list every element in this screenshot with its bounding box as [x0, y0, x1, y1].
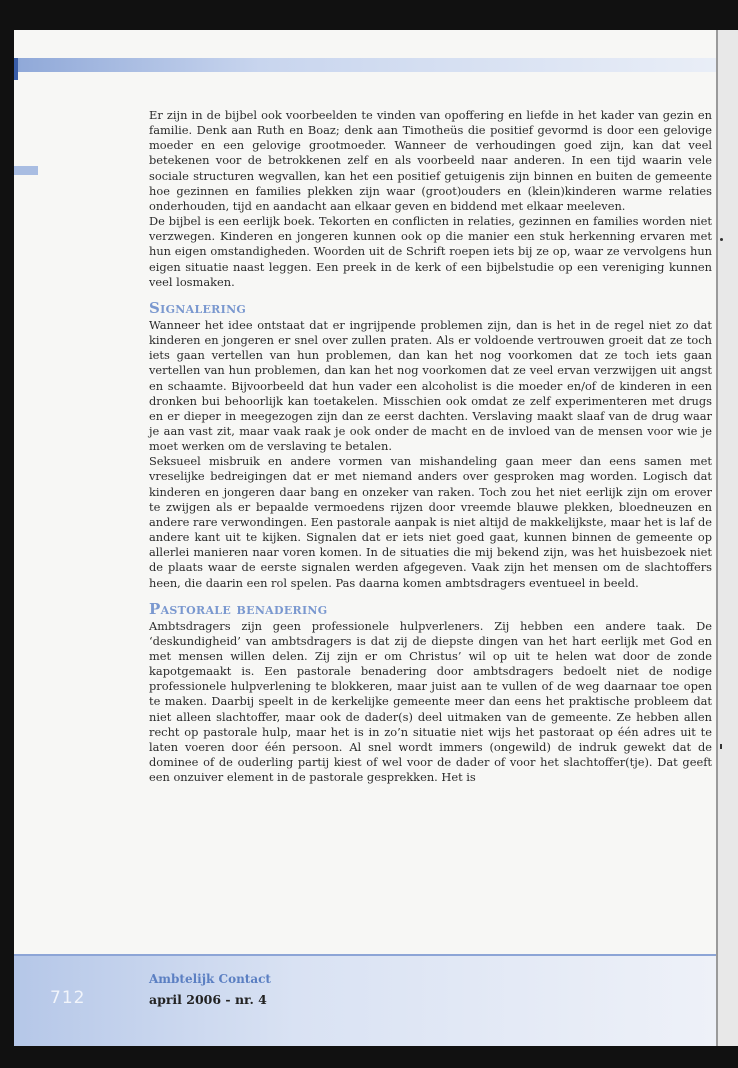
- article-body: [149, 108, 712, 785]
- scan-border-bottom: [0, 1046, 738, 1068]
- margin-marker: [14, 166, 38, 175]
- scan-border-top: [0, 0, 738, 30]
- header-band: [14, 58, 716, 72]
- paragraph: Ambtsdragers zijn geen professionele hulpverleners. Zij hebben een andere taak. De ‘deskundigheid’ van ambtsdragers is dat zij de diepste dingen van het hart eerlijk met God en met mensen willen delen. Zij zijn er om Christus’ wil op uit te helen wat door de zonde kapotgemaakt is. Een pastorale benadering door ambtsdragers bedoelt niet de nodige professionele hulpverlening te blokkeren, maar juist aan te vullen of de weg daarnaar toe open te maken. Daarbij speelt in de kerkelijke gemeente meer dan eens het praktische probleem dat niet alleen slachtoffer, maar ook de dader(s) deel uitmaken van de gemeente. Ze hebben allen recht op pastorale hulp, maar het is in zo’n situatie niet wijs het pastoraat op één adres uit te laten voeren door één persoon. Al snel wordt immers (ongewild) de indruk gewekt dat de dominee of de ouderling partij kiest of wel voor de dader of voor het slachtoffer(tje). Dat geeft een onzuiver element in de pastorale gesprekken. Het is: [149, 618, 712, 785]
- scan-speck: [720, 744, 722, 749]
- paragraph: Wanneer het idee ontstaat dat er ingrijpende problemen zijn, dan is het in de regel niet zo dat kinderen en jongeren er snel over zullen praten. Als er voldoende vertrouwen groeit dat ze toch iets gaan vertellen van hun problemen, dan kan het nog voorkomen dat ze toch iets gaan vertellen van hun problemen, dan kan het nog voorkomen dat ze veel ervan verzwijgen uit angst en schaamte. Bijvoorbeeld dat hun vader een alcoholist is die moeder en/of de kinderen in een dronken bui behoorlijk kan toetakelen. Misschien ook omdat ze zelf experimenteren met drugs en er dieper in meegezogen zijn dan ze eerst dachten. Verslaving maakt slaaf van de drug waar je aan vast zit, maar vaak raak je ook onder de macht en de invloed van de mensen voor wie je moet werken om de verslaving te betalen.: [149, 317, 712, 454]
- page-edge-line: [716, 30, 718, 1046]
- page-edge: [716, 30, 738, 1046]
- page-number: 712: [50, 988, 86, 1008]
- scan-border-left: [0, 0, 14, 1068]
- publication-title: Ambtelijk Contact: [149, 972, 271, 986]
- issue-label: april 2006 - nr. 4: [149, 992, 267, 1007]
- section-heading-pastorale-benadering: Pastorale benadering: [149, 599, 328, 618]
- section-heading-signalering: Signalering: [149, 298, 247, 317]
- paragraph: Er zijn in de bijbel ook voorbeelden te vinden van opoffering en liefde in het kader van gezin en familie. Denk aan Ruth en Boaz; denk aan Timotheüs die positief gevormd is door een gelovige moeder en een gelovige grootmoeder. Wanneer de verhoudingen goed zijn, kan dat veel betekenen voor de betrokkenen zelf en als voorbeeld naar anderen. In een tijd waarin vele sociale structuren wegvallen, kan het een positief getuigenis zijn binnen en buiten de gemeente hoe gezinnen en families plekken zijn waar (groot)ouders en (klein)kinderen warme relaties onderhouden, tijd en aandacht aan elkaar geven en biddend met elkaar meeleven.: [149, 108, 712, 213]
- paragraph: De bijbel is een eerlijk boek. Tekorten en conflicten in relaties, gezinnen en families worden niet verzwegen. Kinderen en jongeren kunnen ook op die manier een stuk herkenning ervaren met hun eigen omstandigheden. Woorden uit de Schrift roepen iets bij ze op, waar ze vervolgens hun eigen situatie naast leggen. Een preek in de kerk of een bijbelstudie op een vereniging kunnen veel losmaken.: [149, 214, 712, 289]
- paragraph: Seksueel misbruik en andere vormen van mishandeling gaan meer dan eens samen met vreselijke bedreigingen dat er met niemand anders over gesproken mag worden. Logisch dat kinderen en jongeren daar bang en onzeker van raken. Toch zou het niet eerlijk zijn om erover te zwijgen als er bepaalde vermoedens rijzen door vreemde blauwe plekken, bloedneuzen en andere rare verwondingen. Een pastorale aanpak is niet altijd de makkelijkste, maar het is laf de andere kant uit te kijken. Signalen dat er iets niet goed gaat, kunnen binnen de gemeente op allerlei manieren naar voren komen. In de situaties die mij bekend zijn, was het huisbezoek niet de plaats waar de eerste signalen werden afgegeven. Vaak zijn het mensen om de slachtoffers heen, die daarin een rol spelen. Pas daarna komen ambtsdragers eventueel in beeld.: [149, 454, 712, 590]
- header-band-tab: [14, 58, 18, 80]
- footer-band: [14, 954, 716, 1046]
- scan-speck: [720, 238, 723, 241]
- footer-band-line: [14, 954, 716, 956]
